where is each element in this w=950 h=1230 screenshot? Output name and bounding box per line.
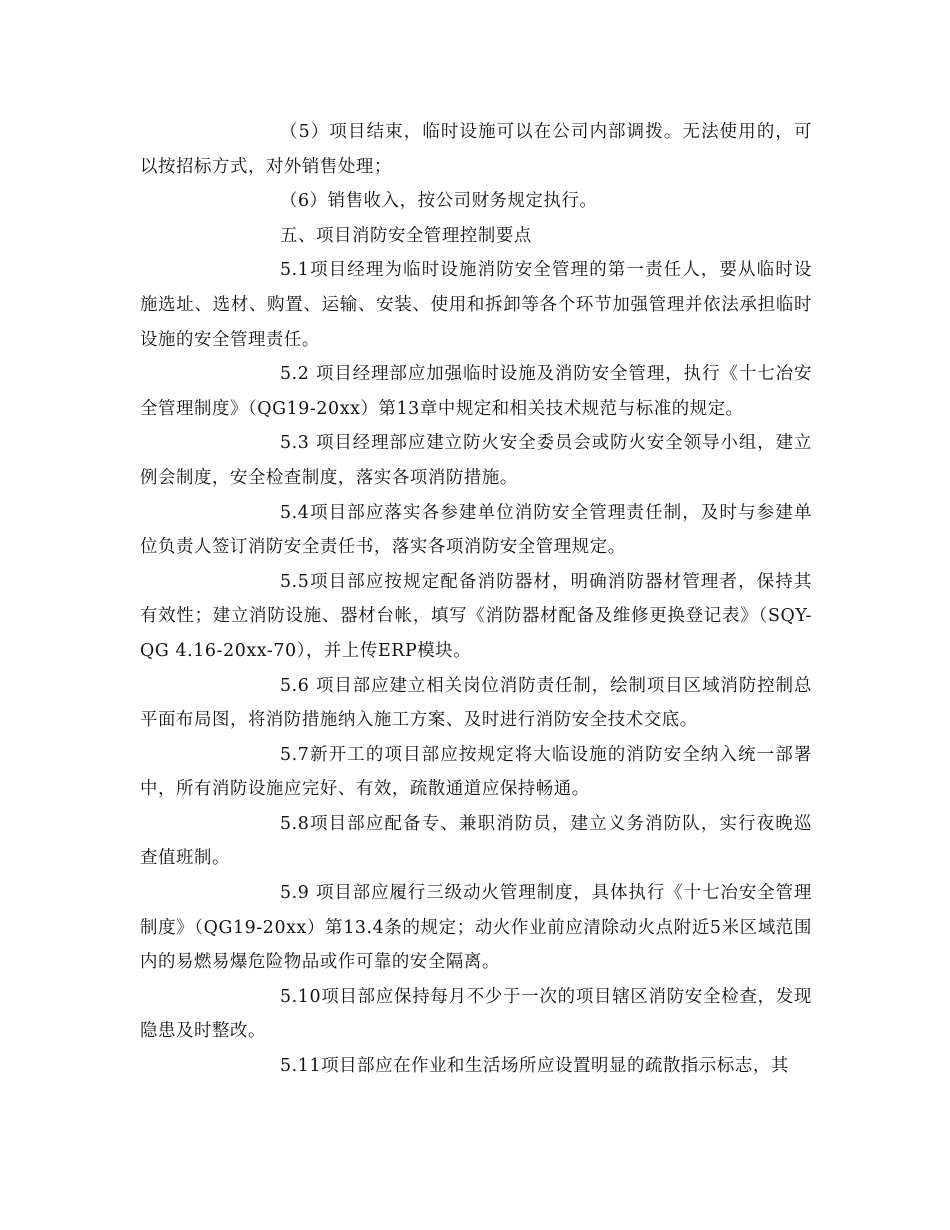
paragraph-5-2: 5.2 项目经理部应加强临时设施及消防安全管理，执行《十七冶安全管理制度》（QG19-20xx）第13章中规定和相关技术规范与标准的规定。 bbox=[140, 364, 812, 419]
paragraph-5-7: 5.7新开工的项目部应按规定将大临设施的消防安全纳入统一部署中，所有消防设施应完好、有效，疏散通道应保持畅通。 bbox=[140, 744, 812, 800]
paragraph-5-11: 5.11项目部应在作业和生活场所应设置明显的疏散指示标志，其 bbox=[280, 1056, 789, 1077]
paragraph-5-4: 5.4项目部应落实各参建单位消防安全管理责任制，及时与参建单位负责人签订消防安全责任书，落实各项消防安全管理规定。 bbox=[140, 502, 812, 558]
paragraph-5-5: 5.5项目部应按规定配备消防器材，明确消防器材管理者，保持其有效性；建立消防设施、器材台帐，填写《消防器材配备及维修更换登记表》（SQY-QG 4.16-20xx-70），并上传ERP模块。 bbox=[140, 571, 812, 661]
paragraph-5-1: 5.1项目经理为临时设施消防安全管理的第一责任人，要从临时设施选址、选材、购置、运输、安装、使用和拆卸等各个环节加强管理并依法承担临时设施的安全管理责任。 bbox=[140, 260, 812, 350]
paragraph-5-3: 5.3 项目经理部应建立防火安全委员会或防火安全领导小组，建立例会制度，安全检查制度，落实各项消防措施。 bbox=[140, 433, 812, 488]
paragraph-5-9: 5.9 项目部应履行三级动火管理制度，具体执行《十七冶安全管理制度》（QG19-20xx）第13.4条的规定；动火作业前应清除动火点附近5米区域范围内的易燃易爆危险物品或作可靠的安全隔离。 bbox=[140, 883, 812, 973]
document-body bbox=[140, 115, 812, 1084]
section-heading-fire-safety: 五、项目消防安全管理控制要点 bbox=[280, 225, 532, 246]
paragraph-5-8: 5.8项目部应配备专、兼职消防员，建立义务消防队，实行夜晚巡查值班制。 bbox=[140, 813, 812, 869]
paragraph-item-5-project-end: （5）项目结束，临时设施可以在公司内部调拨。无法使用的，可以按招标方式，对外销售处理； bbox=[140, 122, 812, 177]
paragraph-item-6-sales-income: （6）销售收入，按公司财务规定执行。 bbox=[280, 191, 598, 212]
paragraph-5-10: 5.10项目部应保持每月不少于一次的项目辖区消防安全检查，发现隐患及时整改。 bbox=[140, 986, 812, 1042]
paragraph-5-6: 5.6 项目部应建立相关岗位消防责任制，绘制项目区域消防控制总平面布局图，将消防措施纳入施工方案、及时进行消防安全技术交底。 bbox=[140, 675, 812, 731]
